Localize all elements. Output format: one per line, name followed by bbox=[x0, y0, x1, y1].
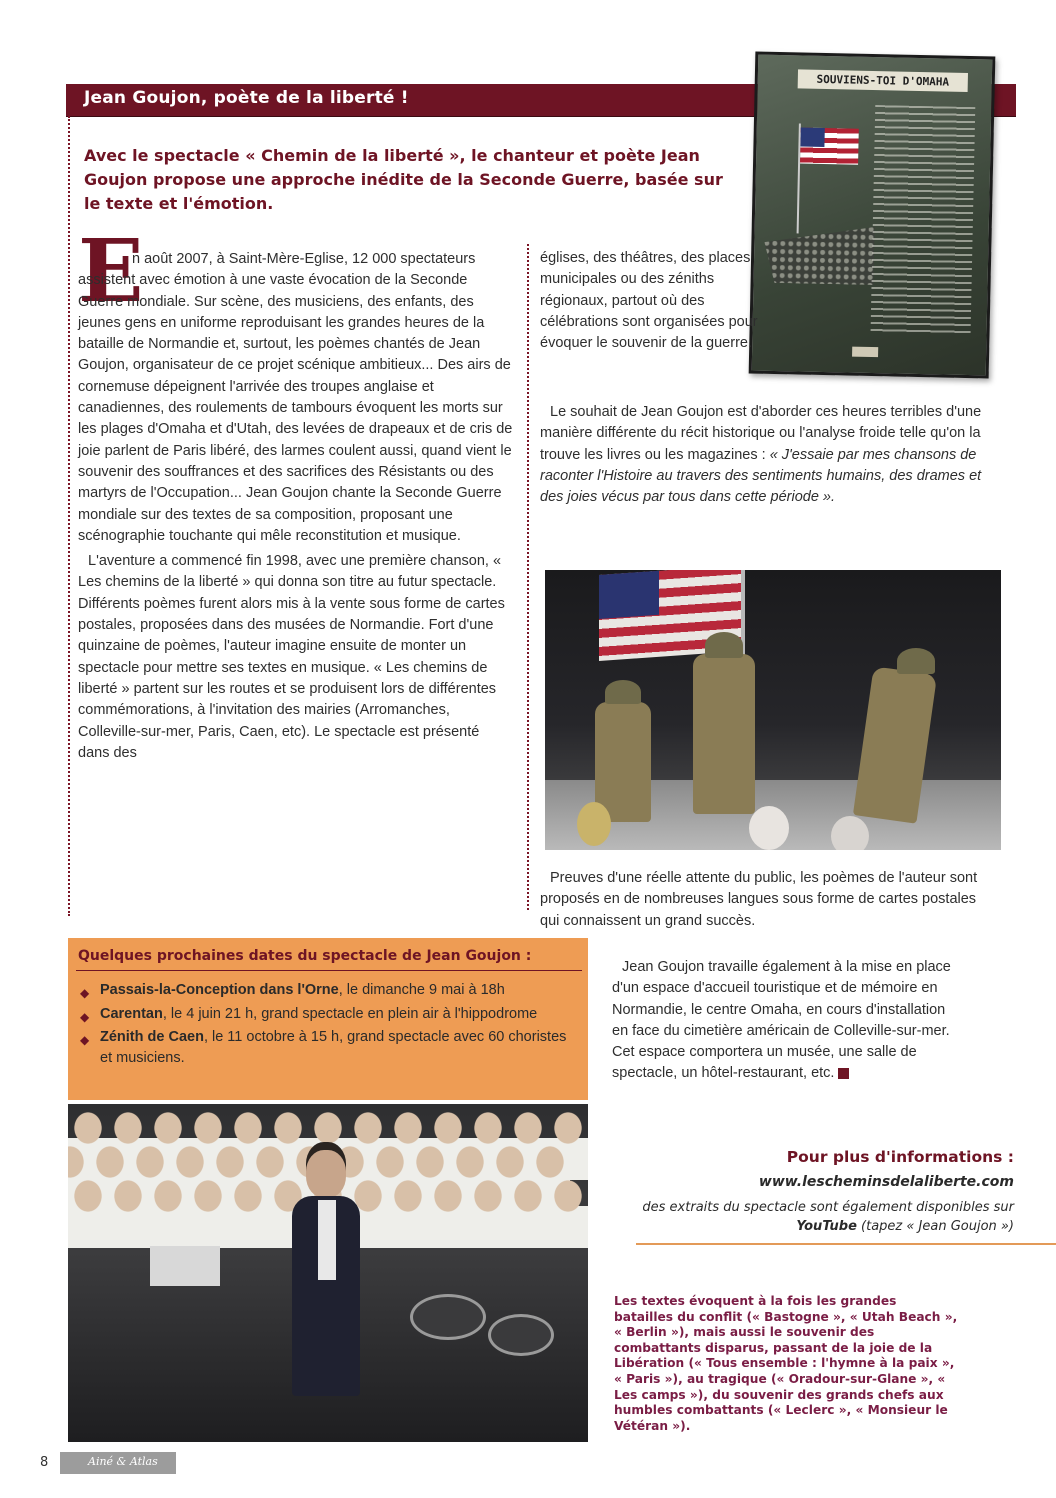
info-rule bbox=[636, 1243, 1056, 1245]
info-title: Pour plus d'informations : bbox=[786, 1148, 1014, 1166]
soldier-figure bbox=[693, 654, 755, 814]
audience-head bbox=[577, 802, 611, 846]
poster-image bbox=[749, 52, 996, 379]
dates-box bbox=[68, 938, 588, 1100]
diamond-bullet-icon: ◆ bbox=[80, 986, 90, 1000]
paragraph-5-text: Preuves d'une réelle attente du public, les poèmes de l'auteur sont proposés en de nombreuses langues sous forme de cartes postales qui connaissent un grand succès. bbox=[540, 870, 978, 929]
website-link[interactable]: www.lescheminsdelaliberte.com bbox=[758, 1174, 1014, 1190]
soldier-helmet bbox=[605, 680, 641, 704]
diamond-bullet-icon: ◆ bbox=[80, 1033, 90, 1047]
dropcap: E bbox=[78, 221, 144, 322]
goujon-quote: « J'essaie par mes chansons de raconter l'Histoire au travers des sentiments humains, des drames et des joies vécus par tous dans cette période ». bbox=[540, 446, 982, 506]
date-detail: , le dimanche 9 mai à 18h bbox=[338, 982, 505, 998]
poster-title: SOUVIENS-TOI D'OMAHA bbox=[798, 69, 968, 92]
date-item bbox=[78, 1027, 578, 1068]
date-item bbox=[78, 1004, 578, 1025]
article-column-2-top bbox=[540, 248, 760, 354]
youtube-link[interactable]: YouTube bbox=[796, 1219, 857, 1234]
date-place: Passais-la-Conception dans l'Orne bbox=[100, 982, 339, 998]
article-column-2-bottom-2 bbox=[612, 957, 964, 1085]
article-column-2-mid bbox=[540, 402, 985, 508]
photo-caption: Les textes évoquent à la fois les grandes batailles du conflit (« Bastogne », « Utah Beach », « Berlin »), mais aussi le souvenir des combattants disparus, passant de la joie de la Libération (« Tous ensemble : l'hymne à la paix », « Paris »), au tragique (« Oradour-sur-Glane », « Les camps »), du souvenir des grands chefs aux humbles combattants (« Leclerc », « Monsieur le Vétéran »). bbox=[614, 1294, 958, 1433]
audience-head bbox=[831, 816, 869, 850]
article-column-1 bbox=[78, 249, 514, 764]
publication-name: Ainé & Atlas bbox=[88, 1455, 158, 1468]
soldier-figure bbox=[595, 702, 651, 822]
paragraph-5 bbox=[540, 868, 985, 932]
poster-tag bbox=[852, 347, 878, 358]
singer-shirt bbox=[318, 1200, 336, 1280]
poster-landing-craft bbox=[764, 225, 875, 285]
poster-flag bbox=[800, 127, 859, 164]
page-number: 8 bbox=[40, 1455, 49, 1470]
drum-kit bbox=[488, 1314, 554, 1356]
soldier-helmet bbox=[705, 632, 743, 658]
date-place: Zénith de Caen bbox=[100, 1029, 204, 1045]
soldier-helmet bbox=[897, 648, 935, 674]
paragraph-4 bbox=[540, 402, 985, 508]
date-detail: , le 4 juin 21 h, grand spectacle en plein air à l'hippodrome bbox=[162, 1005, 538, 1022]
info-note-text: des extraits du spectacle sont également disponibles sur bbox=[642, 1200, 1014, 1215]
poster-text-lines bbox=[870, 105, 975, 337]
paragraph-2: L'aventure a commencé fin 1998, avec une première chanson, « Les chemins de la liberté » qui donna son titre au futur spectacle. Différents poèmes furent alors mis à la vente sous forme de cartes postales, proposées dans des musées de Normandie. Fort d'une quinzaine de poèmes, l'auteur imagine ensuite de monter un spectacle pour mettre ses textes en musique. « Les chemins de liberté » partent sur les routes et se produisent lors de différentes commémorations, à l'invitation des mairies (Arromanches, Colleville-sur-mer, Paris, Caen, etc). Le spectacle est présenté dans des bbox=[78, 553, 505, 761]
drum-kit bbox=[410, 1294, 486, 1340]
dates-list bbox=[78, 980, 578, 1071]
dates-title: Quelques prochaines dates du spectacle de Jean Goujon : bbox=[78, 948, 532, 964]
diamond-bullet-icon: ◆ bbox=[80, 1009, 90, 1024]
left-dotted-rule bbox=[68, 116, 70, 916]
center-dotted-rule bbox=[527, 244, 529, 910]
paragraph-4-text: Le souhait de Jean Goujon est d'aborder ces heures terribles d'une manière différente du récit historique ou l'analyse froide telle qu'on la trouve les livres ou les magazines : bbox=[540, 404, 982, 463]
audience-head bbox=[749, 806, 789, 850]
paragraph-3: églises, des théâtres, des places municipales ou des zéniths régionaux, partout où des célébrations sont organisées pour évoquer le souvenir de la guerre. bbox=[540, 250, 758, 352]
info-note-suffix: (tapez « Jean Goujon ») bbox=[856, 1219, 1014, 1234]
article-column-2-bottom-1 bbox=[540, 868, 985, 932]
paragraph-6-text: Jean Goujon travaille également à la mise en place d'un espace d'accueil touristique et de mémoire en Normandie, le centre Omaha, en cours d'installation en face du cimetière américain de Colleville-sur-mer. Cet espace comportera un musée, une salle de spectacle, un hôtel-restaurant, etc. bbox=[612, 959, 951, 1082]
date-item bbox=[78, 980, 578, 1001]
info-note bbox=[614, 1198, 1014, 1236]
intro-lead: Avec le spectacle « Chemin de la liberté », le chanteur et poète Jean Goujon propose une approche inédite de la Seconde Guerre, basée sur le texte et l'émotion. bbox=[84, 146, 723, 213]
dates-rule bbox=[76, 970, 582, 971]
date-place: Carentan bbox=[100, 1005, 163, 1022]
date-detail: , le 11 octobre à 15 h, grand spectacle avec 60 choristes et musiciens. bbox=[100, 1029, 567, 1066]
stage-photo-soldiers bbox=[545, 570, 1001, 850]
music-stand bbox=[150, 1246, 220, 1286]
end-mark-icon bbox=[838, 1068, 849, 1079]
singer-head bbox=[306, 1150, 346, 1198]
paragraph-1: n août 2007, à Saint-Mère-Eglise, 12 000 spectateurs assistent avec émotion à une vaste évocation de la Seconde Guerre mondiale. Sur scène, des musiciens, des enfants, des jeunes gens en uniforme reproduisant les grandes heures de la bataille de Normandie et, surtout, les poèmes chantés de Jean Goujon, organisateur de ce projet scénique ambitieux... Des airs de cornemuse dépeignent l'arrivée des troupes anglaise et canadiennes, des roulements de tambours évoquent les morts sur les plages d'Omaha et d'Utah, des levées de drapeaux et de cris de joie parlent de Paris libéré, des larmes coulent aussi, quand vient le souvenir des souffrances et des sacrifices des Résistants ou des martyrs de l'Occupation... Jean Goujon chante la Seconde Guerre mondiale sur des textes de sa composition, proposant une scénographie touchante qui mêle reconstitution et musique. bbox=[78, 251, 513, 544]
paragraph-6 bbox=[612, 957, 964, 1085]
article-title: Jean Goujon, poète de la liberté ! bbox=[84, 88, 409, 108]
